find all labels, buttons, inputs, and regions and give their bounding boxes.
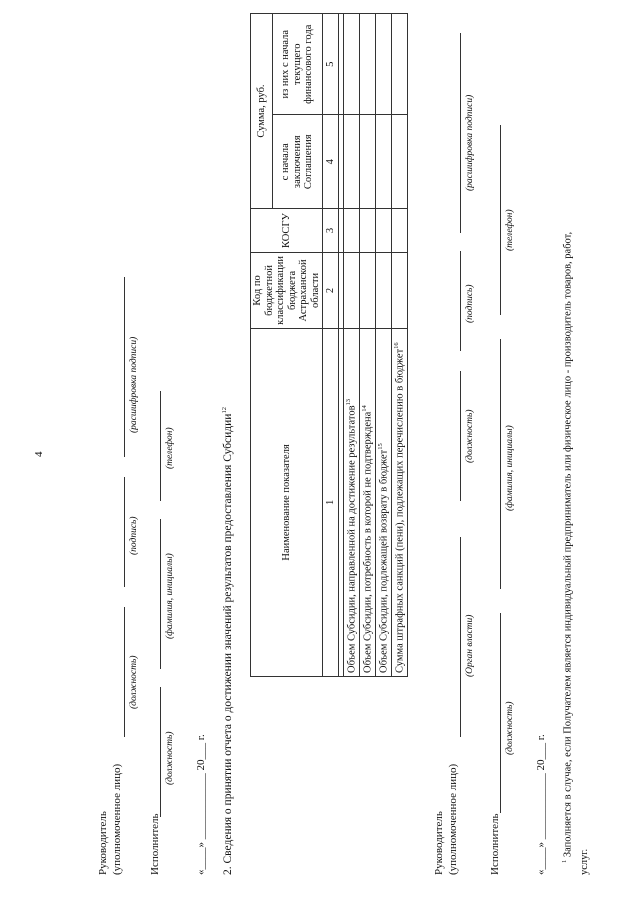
col-number-5: 5 xyxy=(323,14,339,116)
phone-line xyxy=(160,391,161,501)
row-label: Объем Субсидии, потребность в которой не подтверждена$^{14}$ xyxy=(360,328,376,676)
executor-label: Исполнитель xyxy=(149,813,161,875)
head-label-sub: (уполномоченное лицо) xyxy=(111,763,123,875)
page-number: 4 xyxy=(33,451,45,457)
signature-decoding-line xyxy=(124,277,125,457)
row-label: Объем Субсидии, направленной на достижение результатов$^{13}$ xyxy=(344,328,360,676)
authority-line xyxy=(460,537,461,737)
header-sum: Сумма, руб. xyxy=(251,14,273,209)
executor-name-caption-2: (фамилия, инициалы) xyxy=(505,425,515,511)
col-number-1: 1 xyxy=(323,328,339,676)
executor-position-caption: (должность) xyxy=(165,731,175,785)
executor-position-line xyxy=(160,687,161,817)
header-since-year: из них с начала текущего финансового года xyxy=(272,14,323,116)
phone-caption-2: (телефон) xyxy=(505,209,515,251)
col-number-4: 4 xyxy=(323,115,339,209)
authority-caption: (Орган власти) xyxy=(465,614,475,677)
position-line-2 xyxy=(460,371,461,501)
signature-decoding-caption: (расшифровка подписи) xyxy=(129,336,139,433)
signature-line-2 xyxy=(460,251,461,351)
position-caption-2: (должность) xyxy=(465,409,475,463)
signature-decoding-caption-2: (расшифровка подписи) xyxy=(465,94,475,191)
executor-name-line xyxy=(160,519,161,669)
executor-label-2: Исполнитель xyxy=(489,813,501,875)
phone-line-2 xyxy=(500,125,501,315)
executor-position-caption-2: (должность) xyxy=(505,701,515,755)
head-label-2: Руководитель xyxy=(433,811,445,875)
head-label: Руководитель xyxy=(97,811,109,875)
row-label: Объем Субсидии, подлежащей возврату в бюджет$^{15}$ xyxy=(376,328,392,676)
signature-caption: (подпись) xyxy=(129,516,139,555)
col-number-3: 3 xyxy=(323,209,339,253)
results-table xyxy=(250,13,408,677)
header-budget-code: Код по бюджетной классификации бюджета Астраханской области xyxy=(251,253,323,329)
footnote-text-cont: услуг. xyxy=(579,848,590,875)
signature-line xyxy=(124,477,125,587)
row-label: Сумма штрафных санкций (пени), подлежащих перечислению в бюджет$^{16}$ xyxy=(392,328,408,676)
signature-caption-2: (подпись) xyxy=(465,284,475,323)
col-number-2: 2 xyxy=(323,253,339,329)
executor-name-caption: (фамилия, инициалы) xyxy=(165,553,175,639)
signature-decoding-line-2 xyxy=(460,33,461,233)
date-line: «____» ____________ 20___ г. xyxy=(195,734,207,875)
executor-name-line-2 xyxy=(500,339,501,589)
table-row xyxy=(344,14,360,677)
header-indicator: Наименование показателя xyxy=(251,328,323,676)
footnote-text: $^1$ Заполняется в случае, если Получателем является индивидуальный предприниматель или физическое лицо - производитель товаров, работ, xyxy=(561,231,574,863)
header-since-agreement: с начала заключения Соглашения xyxy=(272,115,323,209)
position-caption: (должность) xyxy=(129,655,139,709)
table-row xyxy=(376,14,392,677)
date-line-2: «____» ____________ 20___ г. xyxy=(535,734,547,875)
section-title: 2. Сведения о принятии отчета о достижении значений результатов предоставления Субсидии$^{12}$ xyxy=(221,407,234,875)
table-row xyxy=(360,14,376,677)
position-line xyxy=(124,607,125,737)
executor-position-line-2 xyxy=(500,613,501,813)
header-kosgu: КОСГУ xyxy=(251,209,323,253)
head-label-sub-2: (уполномоченное лицо) xyxy=(447,763,459,875)
phone-caption: (телефон) xyxy=(165,427,175,469)
table-row xyxy=(392,14,408,677)
